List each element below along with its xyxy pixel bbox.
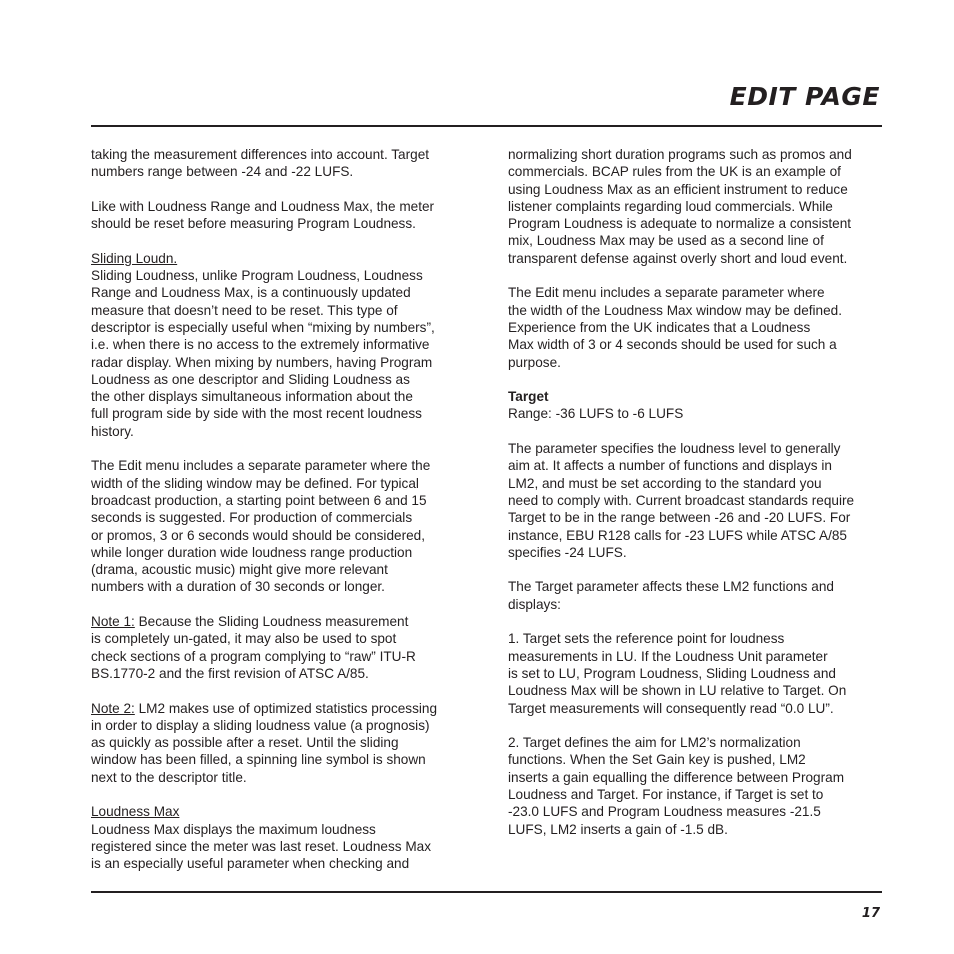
paragraph-gap <box>91 440 466 457</box>
text-line: Sliding Loudness, unlike Program Loudness, Loudness <box>91 268 423 284</box>
text-line: The Target parameter affects these LM2 functions and <box>508 579 834 595</box>
note-text: Because the Sliding Loudness measurement <box>134 614 409 630</box>
text-line: Range: -36 LUFS to -6 LUFS <box>508 406 684 422</box>
text-line: -23.0 LUFS and Program Loudness measures -21.5 <box>508 804 821 820</box>
text-line: taking the measurement differences into account. Target <box>91 147 430 162</box>
text-line: measure that doesn’t need to be reset. This type of <box>91 302 398 318</box>
text-line: instance, EBU R128 calls for -23 LUFS while ATSC A/85 <box>508 527 847 543</box>
text-line: Max width of 3 or 4 seconds should be used for such a <box>508 337 837 353</box>
text-line: i.e. when there is no access to the extremely informative <box>91 337 430 353</box>
paragraph-gap <box>508 371 888 388</box>
text-line: registered since the meter was last reset. Loudness Max <box>91 838 432 854</box>
paragraph-gap <box>508 613 888 630</box>
text-line: LM2, and must be set according to the standard you <box>508 475 822 491</box>
text-line: numbers with a duration of 30 seconds or longer. <box>91 579 385 595</box>
text-line: mix, Loudness Max may be used as a second line of <box>508 233 824 249</box>
text-line: as quickly as possible after a reset. Until the sliding <box>91 735 399 751</box>
text-line: functions. When the Set Gain key is pushed, LM2 <box>508 752 806 768</box>
text-line: Experience from the UK indicates that a Loudness <box>508 319 811 335</box>
text-line: window has been filled, a spinning line symbol is shown <box>91 752 426 768</box>
text-line: Target measurements will consequently read “0.0 LU”. <box>508 700 834 716</box>
footer-rule <box>91 891 882 893</box>
page-title: EDIT PAGE <box>729 82 880 111</box>
text-line: history. <box>91 423 134 439</box>
text-line: next to the descriptor title. <box>91 769 247 785</box>
paragraph-gap <box>508 561 888 578</box>
text-line: Loudness as one descriptor and Sliding Loudness as <box>91 371 410 387</box>
text-line: the width of the Loudness Max window may be defined. <box>508 302 843 318</box>
right-column <box>508 146 888 838</box>
text-line: measurements in LU. If the Loudness Unit parameter <box>508 648 828 664</box>
paragraph-gap <box>508 423 888 440</box>
note-label: Note 2: <box>91 700 135 716</box>
text-line: Loudness Max displays the maximum loudness <box>91 821 376 837</box>
section-heading: Sliding Loudn. <box>91 250 178 266</box>
text-line: inserts a gain equalling the difference between Program <box>508 769 845 785</box>
note-text: LM2 makes use of optimized statistics processing <box>134 700 438 716</box>
text-line: in order to display a sliding loudness value (a prognosis) <box>91 717 430 733</box>
left-column <box>91 146 466 872</box>
text-line: while longer duration wide loudness range production <box>91 544 413 560</box>
page-number: 17 <box>861 906 880 921</box>
section-heading: Target <box>508 389 549 405</box>
text-line: the other displays simultaneous information about the <box>91 389 413 405</box>
text-line: transparent defense against overly short and loud event. <box>508 250 848 266</box>
text-line: purpose. <box>508 354 561 370</box>
text-line: need to comply with. Current broadcast standards require <box>508 492 855 508</box>
note-label: Note 1: <box>91 614 135 630</box>
text-line: Loudness and Target. For instance, if Target is set to <box>508 786 824 802</box>
text-line: LUFS, LM2 inserts a gain of -1.5 dB. <box>508 821 728 837</box>
text-line: or promos, 3 or 6 seconds would should be considered, <box>91 527 425 543</box>
text-line: aim at. It affects a number of functions and displays in <box>508 458 832 474</box>
paragraph-gap <box>91 682 466 699</box>
paragraph-gap <box>91 786 466 803</box>
text-line: BS.1770-2 and the first revision of ATSC A/85. <box>91 665 369 681</box>
text-line: Like with Loudness Range and Loudness Max, the meter <box>91 198 435 214</box>
paragraph-gap <box>508 267 888 284</box>
text-line: broadcast production, a starting point between 6 and 15 <box>91 492 427 508</box>
text-line: check sections of a program complying to “raw” ITU-R <box>91 648 416 664</box>
text-line: width of the sliding window may be defined. For typical <box>91 475 419 491</box>
text-line: radar display. When mixing by numbers, having Program <box>91 354 433 370</box>
paragraph-gap <box>91 232 466 249</box>
text-line: descriptor is especially useful when “mixing by numbers”, <box>91 319 435 335</box>
text-line: The Edit menu includes a separate parameter where the <box>91 458 431 474</box>
header-rule <box>91 125 882 127</box>
text-line: is set to LU, Program Loudness, Sliding Loudness and <box>508 665 836 681</box>
text-line: Loudness Max will be shown in LU relative to Target. On <box>508 683 847 699</box>
note-line <box>91 613 466 630</box>
text-line: displays: <box>508 596 561 612</box>
text-line: Program Loudness is adequate to normalize a consistent <box>508 216 852 232</box>
text-line: Target to be in the range between -26 and -20 LUFS. For <box>508 510 851 526</box>
paragraph-gap <box>508 717 888 734</box>
text-line: specifies -24 LUFS. <box>508 544 627 560</box>
text-line: seconds is suggested. For production of commercials <box>91 510 413 526</box>
paragraph-gap <box>91 181 466 198</box>
note-line <box>91 700 466 717</box>
text-line: is an especially useful parameter when checking and <box>91 856 410 872</box>
text-line: using Loudness Max as an efficient instrument to reduce <box>508 181 848 197</box>
text-line: 1. Target sets the reference point for loudness <box>508 631 785 647</box>
text-line: numbers range between -24 and -22 LUFS. <box>91 164 354 180</box>
text-line: (drama, acoustic music) might give more relevant <box>91 562 388 578</box>
text-line: 2. Target defines the aim for LM2’s normalization <box>508 735 801 751</box>
text-line: should be reset before measuring Program Loudness. <box>91 216 416 232</box>
text-line: commercials. BCAP rules from the UK is an example of <box>508 164 841 180</box>
text-line: normalizing short duration programs such as promos and <box>508 147 852 162</box>
text-line: listener complaints regarding loud commercials. While <box>508 198 833 214</box>
text-line: full program side by side with the most recent loudness <box>91 406 422 422</box>
paragraph-gap <box>91 596 466 613</box>
text-line: Range and Loudness Max, is a continuously updated <box>91 285 411 301</box>
text-line: is completely un-gated, it may also be used to spot <box>91 631 397 647</box>
text-line: The Edit menu includes a separate parameter where <box>508 285 825 301</box>
section-heading: Loudness Max <box>91 804 180 820</box>
text-line: The parameter specifies the loudness level to generally <box>508 441 841 457</box>
